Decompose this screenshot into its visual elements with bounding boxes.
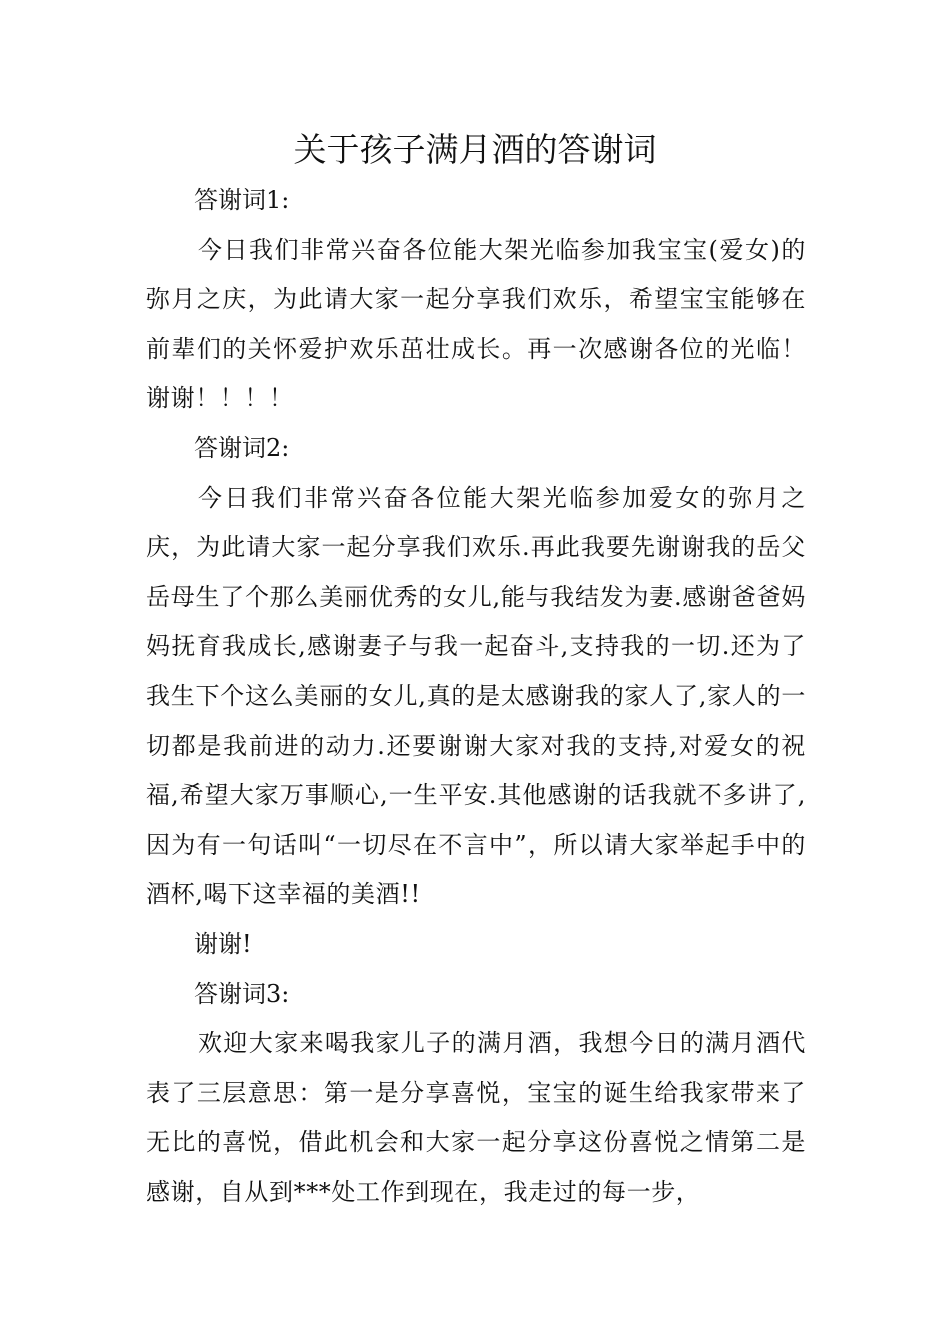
section-heading-1: 答谢词1:: [194, 186, 290, 214]
document-title: 关于孩子满月酒的答谢词: [293, 130, 657, 169]
section-paragraph-1: 今日我们非常兴奋各位能大架光临参加我宝宝(爱女)的弥月之庆，为此请大家一起分享我们欢乐，希望宝宝能够在前辈们的关怀爱护欢乐茁壮成长。再一次感谢各位的光临！谢谢！！！！: [146, 235, 806, 413]
section-paragraph-3: 欢迎大家来喝我家儿子的满月酒，我想今日的满月酒代表了三层意思：第一是分享喜悦，宝宝的诞生给我家带来了无比的喜悦，借此机会和大家一起分享这份喜悦之情第二是感谢，自从到***处工作到现在，我走过的每一步，: [146, 1029, 806, 1206]
section-heading-2: 答谢词2:: [194, 433, 290, 462]
section-paragraph-2: 今日我们非常兴奋各位能大架光临参加爱女的弥月之庆，为此请大家一起分享我们欢乐.再此我要先谢谢我的岳父岳母生了个那么美丽优秀的女儿,能与我结发为妻.感谢爸爸妈妈抚育我成长,感谢妻子与我一起奋斗,支持我的一切.还为了我生下个这么美丽的女儿,真的是太感谢我的家人了,家人的一切都是我前进的动力.还要谢谢大家对我的支持,对爱女的祝福,希望大家万事顺心,一生平安.其他感谢的话我就不多讲了,因为有一句话叫“一切尽在不言中”，所以请大家举起手中的酒杯,喝下这幸福的美酒!!: [146, 483, 806, 909]
section-closing-2: 谢谢!: [194, 929, 252, 958]
section-heading-3: 答谢词3:: [194, 979, 290, 1008]
document-body: [146, 176, 806, 1217]
